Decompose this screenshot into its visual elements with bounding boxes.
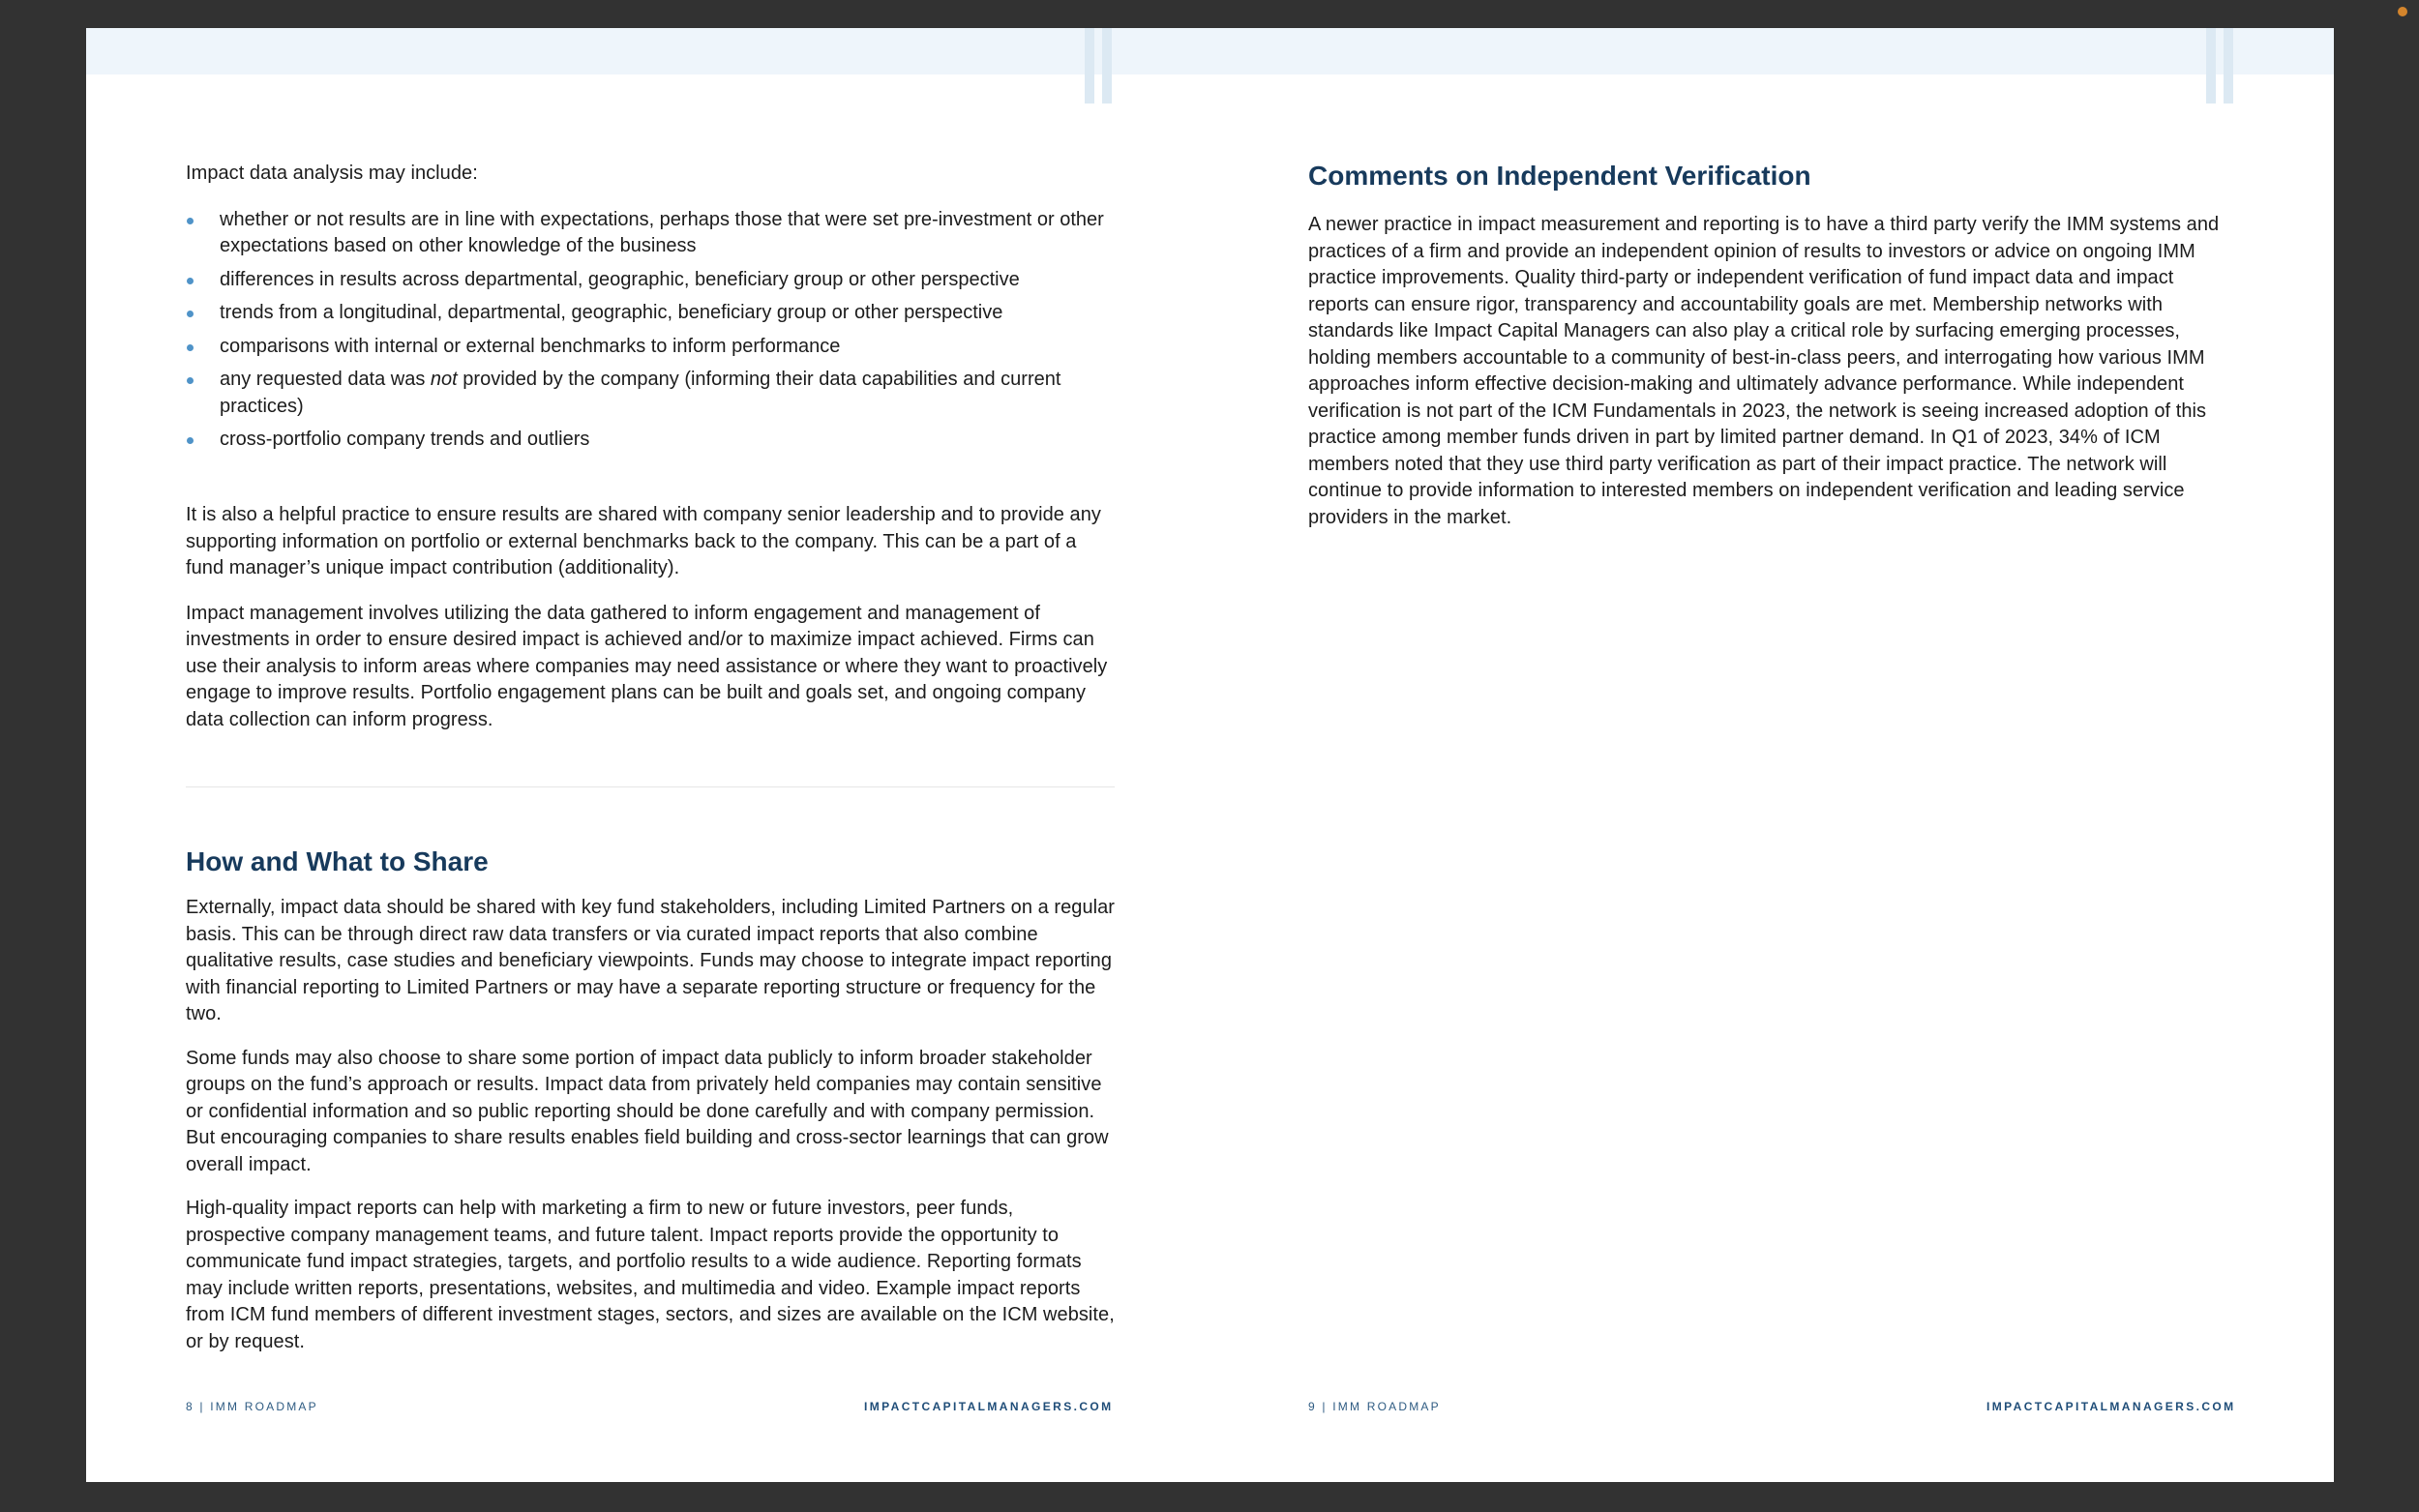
analysis-bullet-list [186, 207, 1115, 454]
bullet-dot-icon [187, 437, 194, 444]
list-item: cross-portfolio company trends and outliers [186, 427, 1115, 454]
page-number-footer: 9 | IMM ROADMAP [1308, 1400, 1441, 1413]
list-item: comparisons with internal or external benchmarks to inform performance [186, 334, 1115, 361]
section-divider [186, 786, 1115, 787]
impact-management-paragraph: Impact management involves utilizing the data gathered to inform engagement and management of investments in order to ensure desired impact is achieved and/or to maximize impact achieved. Firms can use their analysis to inform areas where companies may need assistance or where they want to proactively engage to improve results. Portfolio engagement plans can be built and goals set, and ongoing company data collection can inform progress. [186, 602, 1108, 730]
list-item: whether or not results are in line with expectations, perhaps those that were set pre-investment or other expectations based on other knowledge of the business [186, 207, 1115, 260]
share-paragraph-public: Some funds may also choose to share some portion of impact data publicly to inform broader stakeholder groups on the fund’s approach or results. Impact data from privately held companies may contain sensitive or confidential information and so public reporting should be done carefully and with company permission. But encouraging companies to share results enables field building and cross-sector learnings that can grow overall impact. [186, 1047, 1109, 1175]
analysis-intro: Impact data analysis may include: [186, 163, 478, 184]
verification-section [1308, 160, 2237, 531]
emphasis-not: not [430, 369, 458, 390]
list-item: differences in results across departmental, geographic, beneficiary group or other perspective [186, 267, 1115, 294]
share-paragraph-external: Externally, impact data should be shared with key fund stakeholders, including Limited Partners on a regular basis. This can be through direct raw data transfers or via curated impact reports that also combine qualitative results, case studies and beneficiary viewpoints. Funds may choose to integrate impact reporting with financial reporting to Limited Partners or may have a separate reporting structure or frequency for the two. [186, 897, 1115, 1024]
website-footer-link[interactable]: IMPACTCAPITALMANAGERS.COM [1986, 1400, 2236, 1413]
page-number-footer: 8 | IMM ROADMAP [186, 1400, 318, 1413]
page-9 [1211, 28, 2334, 1482]
verification-paragraph: A newer practice in impact measurement and reporting is to have a third party verify the IMM systems and practices of a firm and provide an independent opinion of results to investors or advice on ongoing IMM practice improvements. Quality third-party or independent verification of fund impact data and impact reports can ensure rigor, transparency and accountability goals are met. Membership networks with standards like Impact Capital Managers can also play a critical role by surfacing emerging processes, holding members accountable to a community of best-in-class peers, and interrogating how various IMM approaches inform effective decision-making and ultimately advance performance. While independent verification is not part of the ICM Fundamentals in 2023, the network is seeing increased adoption of this practice among member funds driven in part by limited partner demand. In Q1 of 2023, 34% of ICM members noted that they use third party verification as part of their impact practice. The network will continue to provide information to interested members on independent verification and leading service providers in the market. [1308, 214, 2220, 528]
bullet-dot-icon [187, 344, 194, 351]
management-section [186, 502, 1115, 733]
analysis-section [186, 161, 1115, 460]
share-section [186, 845, 1115, 1355]
list-item: trends from a longitudinal, departmental, geographic, beneficiary group or other perspective [186, 300, 1115, 327]
section-heading-independent-verification: Comments on Independent Verification [1308, 161, 1811, 191]
page-8 [86, 28, 1209, 1482]
status-indicator-dot [2398, 7, 2407, 16]
bullet-dot-icon [187, 278, 194, 284]
section-heading-how-and-what-to-share: How and What to Share [186, 846, 489, 876]
document-spread [86, 28, 2334, 1482]
website-footer-link[interactable]: IMPACTCAPITALMANAGERS.COM [864, 1400, 1114, 1413]
bullet-dot-icon [187, 311, 194, 317]
bullet-dot-icon [187, 218, 194, 224]
leadership-paragraph: It is also a helpful practice to ensure results are shared with company senior leadership and to provide any supporting information on portfolio or external benchmarks back to the company. This can be a part of a fund manager’s unique impact contribution (additionality). [186, 504, 1101, 578]
share-paragraph-reports: High-quality impact reports can help with marketing a firm to new or future investors, peer funds, prospective company management teams, and future talent. Impact reports provide the opportunity to communicate fund impact strategies, targets, and portfolio results to a wide audience. Reporting formats may include written reports, presentations, websites, and multimedia and video. Example impact reports from ICM fund members of different investment stages, sectors, and sizes are available on the ICM website, or by request. [186, 1198, 1115, 1352]
list-item: any requested data was not provided by the company (informing their data capabilities and current practices) [186, 367, 1115, 420]
bullet-dot-icon [187, 377, 194, 384]
